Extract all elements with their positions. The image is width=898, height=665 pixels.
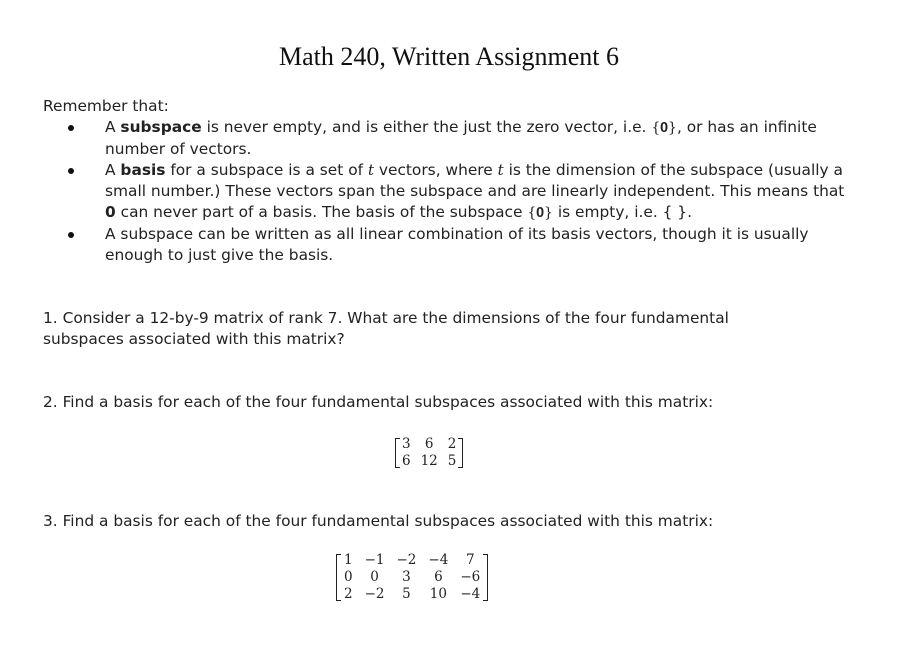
page-title: Math 240, Written Assignment 6	[278, 42, 620, 71]
matrix-cell: −4	[428, 552, 449, 568]
matrix-cell: 7	[465, 552, 475, 568]
matrix-row	[338, 569, 486, 586]
matrix-row	[397, 453, 461, 470]
bullet-text: is empty, i.e. { }.	[552, 203, 692, 221]
matrix-cell: −4	[460, 586, 481, 602]
zero-vector: 0	[105, 203, 116, 221]
matrix-cell: 5	[402, 586, 411, 602]
matrix-cell: 3	[402, 569, 411, 585]
matrix-cell: 2	[447, 436, 457, 452]
matrix-cell: 0	[370, 569, 379, 585]
matrix-cell: 6	[434, 569, 443, 585]
remember-list	[105, 117, 850, 266]
term-basis: basis	[120, 161, 166, 179]
zero-set: {𝟎}	[527, 205, 553, 221]
matrix-cell: 10	[429, 586, 447, 602]
list-item-combination	[105, 224, 850, 266]
matrix-cell: 6	[424, 436, 434, 452]
matrix-cell: 12	[420, 453, 438, 469]
matrix-cell: 3	[402, 436, 411, 452]
matrix-cell: −2	[364, 586, 385, 602]
matrix-row	[397, 436, 461, 453]
question-3: 3. Find a basis for each of the four fundamental subspaces associated with this matrix:	[43, 512, 714, 530]
left-bracket	[336, 554, 341, 601]
bullet-text: is the dimension of the subspace (usually a small number.) These vectors span the subspace and are linearly independent. This means that	[105, 161, 845, 200]
zero-set: {𝟎}	[651, 120, 677, 136]
term-subspace: subspace	[120, 118, 202, 136]
bullet-text: , or has an infinite number of vectors.	[105, 118, 817, 158]
matrix-cell: 0	[344, 569, 353, 585]
matrix-row	[338, 552, 486, 569]
matrix-cell: 2	[344, 586, 353, 602]
bullet-text: is never empty, and is either the just the zero vector, i.e.	[201, 118, 652, 136]
matrix-cell: −2	[396, 552, 417, 568]
left-bracket	[395, 438, 400, 468]
question-1: 1. Consider a 12-by-9 matrix of rank 7. What are the dimensions of the four fundamental subspaces associated with this matrix?	[43, 309, 729, 348]
matrix-cell: 6	[402, 453, 411, 469]
matrix-cell: 5	[447, 453, 457, 469]
right-bracket	[458, 438, 463, 468]
bullet-text: A subspace can be written as all linear combination of its basis vectors, though it is usually enough to just give the basis.	[105, 225, 809, 264]
matrix-row	[338, 586, 486, 603]
var-t: t	[367, 161, 374, 179]
matrix-cell: −1	[364, 552, 385, 568]
bullet-text: A	[105, 161, 121, 179]
matrix-cell: 1	[344, 552, 353, 568]
list-item-basis	[105, 160, 850, 224]
list-item-subspace	[105, 117, 850, 160]
var-t: t	[497, 161, 504, 179]
matrix-2x3	[397, 436, 461, 470]
bullet-text: vectors, where	[373, 161, 498, 179]
question-2: 2. Find a basis for each of the four fundamental subspaces associated with this matrix:	[43, 393, 714, 411]
matrix-3x5	[338, 552, 486, 603]
remember-heading: Remember that:	[43, 97, 169, 115]
matrix-cell: −6	[460, 569, 481, 585]
bullet-text: A	[105, 118, 121, 136]
bullet-text: can never part of a basis. The basis of the subspace	[115, 203, 528, 221]
right-bracket	[483, 554, 488, 601]
bullet-text: for a subspace is a set of	[165, 161, 368, 179]
